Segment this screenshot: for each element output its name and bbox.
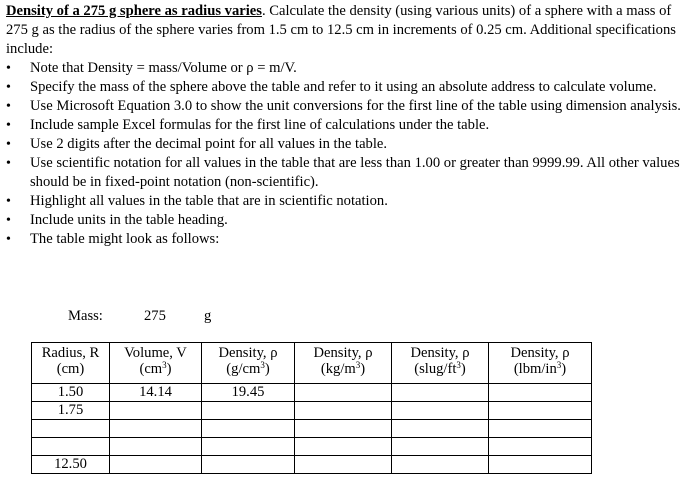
bullet-icon: • [6,213,11,228]
list-item: • Use scientific notation for all values in the table that are less than 1.00 or greater than 9999.99. All other values should be in fixed-point notation (non-scientific). [6,155,680,190]
table-row [32,420,592,438]
mass-unit: g [204,308,212,324]
table-cell [295,384,392,402]
table-row [32,384,592,402]
table-cell [110,438,202,456]
column-header-density-lbm-in3: Density, ρ $(lbm/in^3)$ [489,343,592,384]
list-item: • Use Microsoft Equation 3.0 to show the unit conversions for the first line of the table using dimension analysis. [6,98,681,114]
table-cell [295,438,392,456]
mass-row [0,307,300,327]
table-cell [202,420,295,438]
table-cell [202,438,295,456]
bullet-icon: • [6,80,11,95]
table-cell [489,402,592,420]
bullet-icon: • [6,99,11,114]
bullet-icon: • [6,137,11,152]
table-cell [202,456,295,474]
table-cell [202,402,295,420]
bullet-icon: • [6,61,11,76]
specifications-list [0,59,695,249]
column-header-volume: Volume, V $(cm^3)$ [110,343,202,384]
table-header-row [32,343,592,384]
table-cell [392,420,489,438]
table-cell: 19.45 [202,384,295,402]
table-cell [392,456,489,474]
intro-paragraph [6,2,696,59]
intro-text: . Calculate the density (using various units) of a sphere with a mass of 275 g as the radius of the sphere varies from 1.5 cm to 12.5 cm in increments of 0.25 cm. Additional specifications include: [6,3,676,57]
list-item: • Specify the mass of the sphere above the table and refer to it using an absolute address to calculate volume. [6,79,657,95]
list-item: • Note that Density = mass/Volume or ρ = m/V. [6,60,297,76]
table-cell [110,420,202,438]
table-cell: 1.50 [32,384,110,402]
bullet-icon: • [6,232,11,247]
mass-label: Mass: [68,308,103,324]
table-cell [489,438,592,456]
bullet-icon: • [6,156,11,171]
table-cell [489,384,592,402]
table-cell [295,402,392,420]
column-header-density-slug-ft3: Density, ρ $(slug/ft^3)$ [392,343,489,384]
table-cell [32,438,110,456]
table-cell [295,420,392,438]
table-cell [392,402,489,420]
list-item: • Use 2 digits after the decimal point for all values in the table. [6,136,388,152]
list-item: • Include units in the table heading. [6,212,228,228]
density-table [31,342,592,474]
table-row [32,456,592,474]
assignment-title: Density of a 275 g sphere as radius varies [6,3,262,19]
table-cell: 14.14 [110,384,202,402]
table-cell [489,456,592,474]
table-cell: 1.75 [32,402,110,420]
table-cell: 12.50 [32,456,110,474]
list-item: • The table might look as follows: [6,231,220,247]
column-header-density-kg-m3: Density, ρ $(kg/m^3)$ [295,343,392,384]
column-header-density-g-cm3: Density, ρ $(g/cm^3)$ [202,343,295,384]
table-row [32,438,592,456]
bullet-icon: • [6,118,11,133]
bullet-icon: • [6,194,11,209]
column-header-radius: Radius, R (cm) [32,343,110,384]
mass-value: 275 [144,308,166,324]
table-cell [110,402,202,420]
table-cell [392,438,489,456]
table-row [32,402,592,420]
table-cell [489,420,592,438]
table-cell [392,384,489,402]
table-cell [110,456,202,474]
list-item: • Include sample Excel formulas for the first line of calculations under the table. [6,117,490,133]
list-item: • Highlight all values in the table that are in scientific notation. [6,193,388,209]
table-cell [295,456,392,474]
table-cell [32,420,110,438]
